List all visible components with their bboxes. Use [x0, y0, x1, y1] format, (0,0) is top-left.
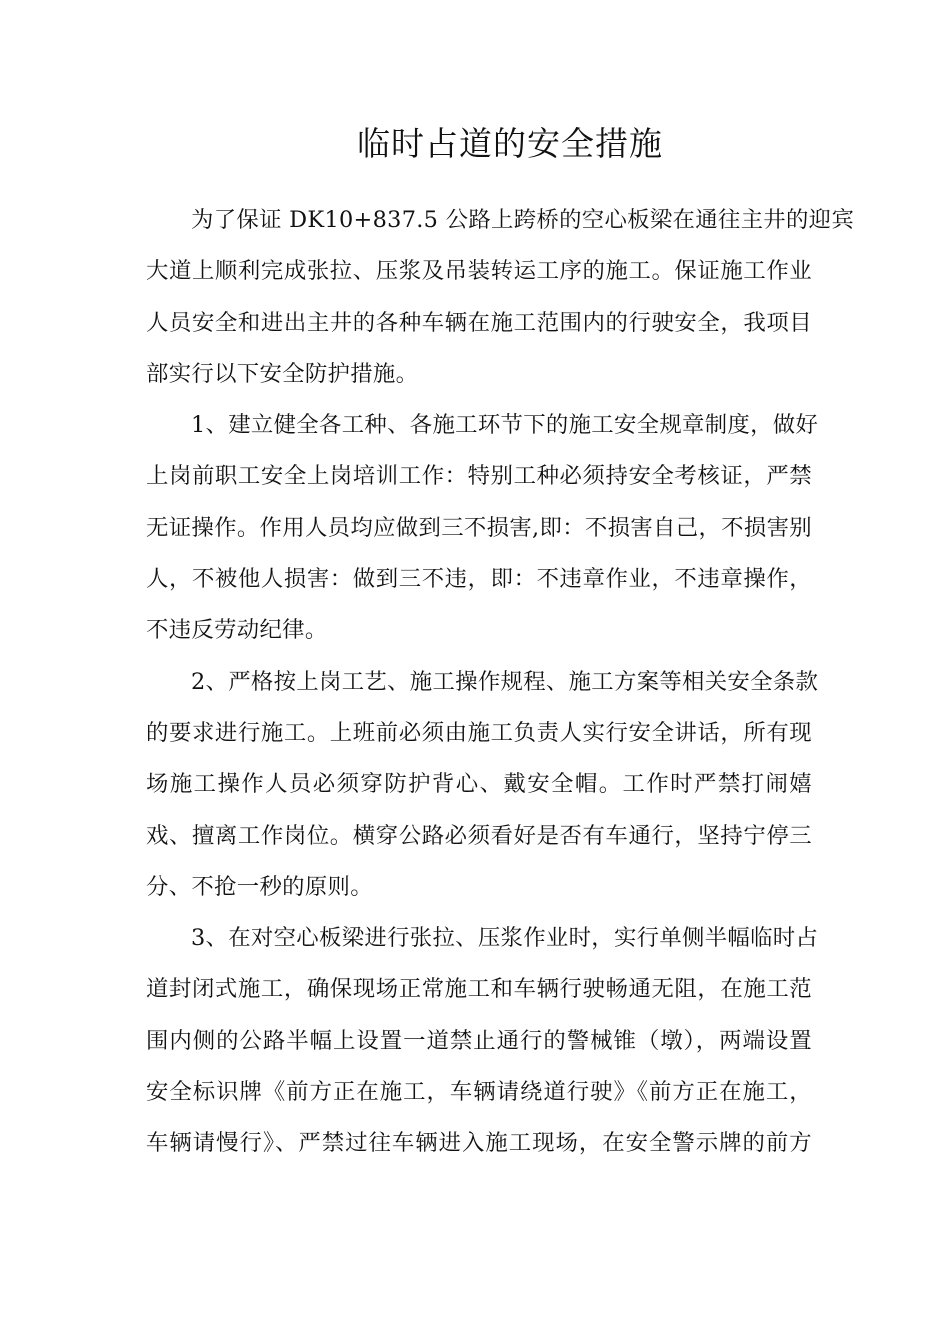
paragraph-4-line-2: 道封闭式施工，确保现场正常施工和车辆行驶畅通无阻，在施工范	[146, 976, 812, 1003]
paragraph-3-line-2: 的要求进行施工。上班前必须由施工负责人实行安全讲话，所有现	[146, 719, 812, 746]
paragraph-2-line-4: 人，不被他人损害：做到三不违，即：不违章作业，不违章操作，	[146, 566, 812, 593]
paragraph-3-line-4: 戏、擅离工作岗位。横穿公路必须看好是否有车通行，坚持宁停三	[146, 822, 812, 849]
paragraph-2-line-5: 不违反劳动纪律。	[146, 617, 328, 644]
paragraph-2-line-3: 无证操作。作用人员均应做到三不损害,即：不损害自己，不损害别	[146, 514, 812, 541]
document-body	[146, 195, 855, 1170]
paragraph-1-line-4: 部实行以下安全防护措施。	[146, 360, 419, 387]
document-title: 临时占道的安全措施	[357, 124, 663, 163]
paragraph-4-line-4: 安全标识牌《前方正在施工，车辆请绕道行驶》《前方正在施工，	[146, 1079, 812, 1106]
paragraph-2-line-1: 1、建立健全各工种、各施工环节下的施工安全规章制度，做好	[191, 412, 819, 439]
paragraph-1-line-1: 为了保证 DK10+837.5 公路上跨桥的空心板梁在通往主井的迎宾	[191, 207, 855, 233]
paragraph-4-line-5: 车辆请慢行》、严禁过往车辆进入施工现场，在安全警示牌的前方	[146, 1130, 812, 1157]
paragraph-1-line-3: 人员安全和进出主井的各种车辆在施工范围内的行驶安全，我项目	[146, 309, 812, 336]
paragraph-4-line-3: 围内侧的公路半幅上设置一道禁止通行的警械锥（墩），两端设置	[146, 1027, 812, 1054]
paragraph-3-line-3: 场施工操作人员必须穿防护背心、戴安全帽。工作时严禁打闹嬉	[146, 771, 812, 798]
paragraph-1-line-2: 大道上顺利完成张拉、压浆及吊装转运工序的施工。保证施工作业	[146, 258, 812, 285]
paragraph-3-line-5: 分、不抢一秒的原则。	[146, 873, 373, 900]
paragraph-2-line-2: 上岗前职工安全上岗培训工作：特别工种必须持安全考核证，严禁	[146, 463, 812, 490]
paragraph-4-line-1: 3、在对空心板梁进行张拉、压浆作业时，实行单侧半幅临时占	[191, 925, 819, 952]
paragraph-3-line-1: 2、严格按上岗工艺、施工操作规程、施工方案等相关安全条款	[191, 668, 819, 695]
